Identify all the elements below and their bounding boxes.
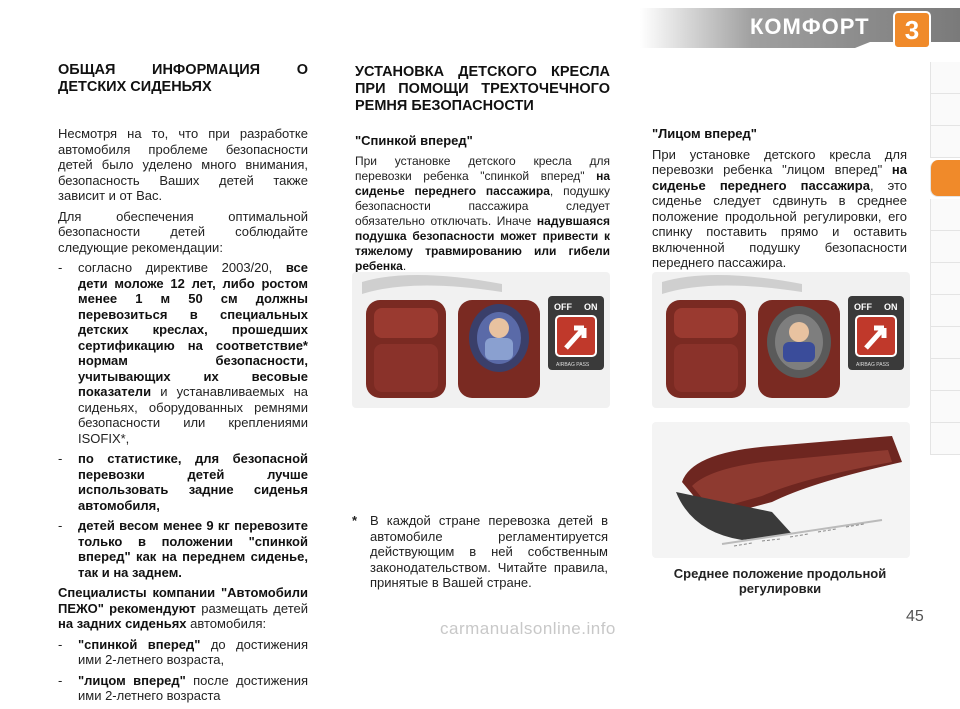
chapter-tab-8[interactable] xyxy=(930,295,960,327)
list-bold: "лицом вперед" xyxy=(78,672,186,688)
chapter-tab-3[interactable] xyxy=(930,126,960,158)
list-item: - "спинкой вперед" до достижения ими 2-летнего возраста, xyxy=(58,636,308,667)
list-bold: все дети моложе 12 лет, либо ростом менее 1 м 50 см должны перевозиться в специальных детских креслах, прошедших сертификацию на соответствие* нормам безопасности, учитывающих их весовые показатели xyxy=(78,260,308,399)
chapter-tabs xyxy=(930,62,960,455)
bold-text: Специалисты компании "Автомобили ПЕЖО" рекомендуют xyxy=(58,585,308,616)
recommendation-paragraph: Для обеспечения оптимальной безопасности детей соблюдайте следующие рекомендации: xyxy=(58,208,308,255)
chapter-tab-9[interactable] xyxy=(930,327,960,359)
intro-paragraph: Несмотря на то, что при разработке автомобиля проблеме безопасности детей было уделено много внимания, безопасность Ваших детей также зависит и от Вас. xyxy=(58,126,308,203)
forward-facing-text xyxy=(652,147,907,271)
airbag-label: AIRBAG PASS xyxy=(856,362,890,368)
chapter-tab-1[interactable] xyxy=(930,62,960,94)
on-label: ON xyxy=(584,302,598,312)
chapter-tab-active[interactable] xyxy=(930,160,960,197)
bold-text: на сиденье переднего пассажира xyxy=(652,162,907,193)
page-title: КОМФОРТ xyxy=(750,14,870,39)
page-number: 45 xyxy=(906,608,924,625)
list-bold: "спинкой вперед" xyxy=(78,636,201,652)
plain-text: При установке детского кресла для перевозки ребенка "спинкой вперед" xyxy=(355,153,610,183)
list-text: до достижения ими 2-летнего возраста, xyxy=(78,636,308,667)
off-label: OFF xyxy=(554,302,572,312)
middle-column xyxy=(355,64,610,279)
plain-text: размещать детей xyxy=(195,600,308,616)
plain-text: , подушку безопасности пассажира следует обязательно отключать. Иначе xyxy=(355,183,611,228)
list-bold: по статистике, для безопасной перевозки детей лучше использовать задние сиденья автомобиля, xyxy=(78,451,308,513)
list-text: согласно директиве 2003/20, xyxy=(78,260,286,275)
plain-text: При установке детского кресла для перевозки ребенка "лицом вперед" xyxy=(652,146,907,177)
footnote-marker: * xyxy=(352,513,358,528)
list-bold: детей весом менее 9 кг перевозите только в положении "спинкой вперед" как на переднем сиденье, так и на заднем. xyxy=(78,518,308,580)
rear-facing-subheading: "Спинкой вперед" xyxy=(355,133,473,148)
chapter-tab-10[interactable] xyxy=(930,359,960,391)
left-column xyxy=(58,62,308,709)
plain-text: , это сиденье следует сдвинуть в среднее положение продольной регулировки, его спинку поставить прямо и оставить включенной подушку безопасности переднего пассажира. xyxy=(652,177,907,270)
chapter-tab-7[interactable] xyxy=(930,263,960,295)
chapter-number: 3 xyxy=(904,15,920,45)
plain-text: автомобиля: xyxy=(186,616,267,631)
forward-facing-subheading: "Лицом вперед" xyxy=(652,126,757,141)
off-label: OFF xyxy=(854,302,872,312)
list-item: - по статистике, для безопасной перевозки детей лучше использовать задние сиденья автомобиля, xyxy=(58,451,308,513)
watermark: carmanualsonline.info xyxy=(440,619,616,638)
right-column xyxy=(652,126,907,276)
list-text: после достижения ими 2-летнего возраста xyxy=(78,672,308,703)
middle-heading: УСТАНОВКА ДЕТСКОГО КРЕСЛА ПРИ ПОМОЩИ ТРЕХТОЧЕЧНОГО РЕМНЯ БЕЗОПАСНОСТИ xyxy=(355,64,610,114)
chapter-tab-2[interactable] xyxy=(930,94,960,126)
list-item: - детей весом менее 9 кг перевозите только в положении "спинкой вперед" как на переднем сиденье, так и на заднем. xyxy=(58,518,308,580)
plain-text: . xyxy=(402,258,407,273)
chapter-tab-11[interactable] xyxy=(930,391,960,423)
specialists-paragraph xyxy=(58,585,308,632)
rear-facing-text xyxy=(355,154,610,274)
list-text: и устанавливаемых на сиденьях, оборудованных ремнями безопасности или креплениями ISOFIX*, xyxy=(78,384,308,446)
list-item: - "лицом вперед" после достижения ими 2-летнего возраста xyxy=(58,672,308,703)
footnote-text: В каждой стране перевозка детей в автомобиле регламентируется действующим в ней собственным законодательством. Читайте правила, принятые в Вашей стране. xyxy=(370,513,608,590)
bold-text: на сиденье переднего пассажира xyxy=(355,168,610,198)
chapter-tab-12[interactable] xyxy=(930,423,960,455)
forward-facing-illustration xyxy=(652,272,910,408)
on-label: ON xyxy=(884,302,898,312)
airbag-label: AIRBAG PASS xyxy=(556,362,590,368)
figure-caption: Среднее положение продольной регулировки xyxy=(673,566,887,596)
chapter-tab-6[interactable] xyxy=(930,231,960,263)
chapter-tab-5[interactable] xyxy=(930,199,960,231)
footnote xyxy=(352,513,608,591)
bold-text: надувшаяся подушка безопасности может привести к тяжелому травмированию или гибели ребенка xyxy=(355,213,610,273)
seat-position-illustration xyxy=(652,422,910,558)
rear-facing-illustration xyxy=(352,272,610,408)
list-item: - согласно директиве 2003/20, все дети моложе 12 лет, либо ростом менее 1 м 50 см должны перевозиться в специальных детских креслах, прошедших сертификацию на соответствие* нормам безопасности, учитывающих их весовые показатели и устанавливаемых на сиденьях, оборудованных ремнями безопасности или креплениями ISOFIX*, xyxy=(58,260,308,446)
left-heading: ОБЩАЯ ИНФОРМАЦИЯ О ДЕТСКИХ СИДЕНЬЯХ xyxy=(58,62,308,95)
bold-text: на задних сиденьях xyxy=(58,616,187,631)
